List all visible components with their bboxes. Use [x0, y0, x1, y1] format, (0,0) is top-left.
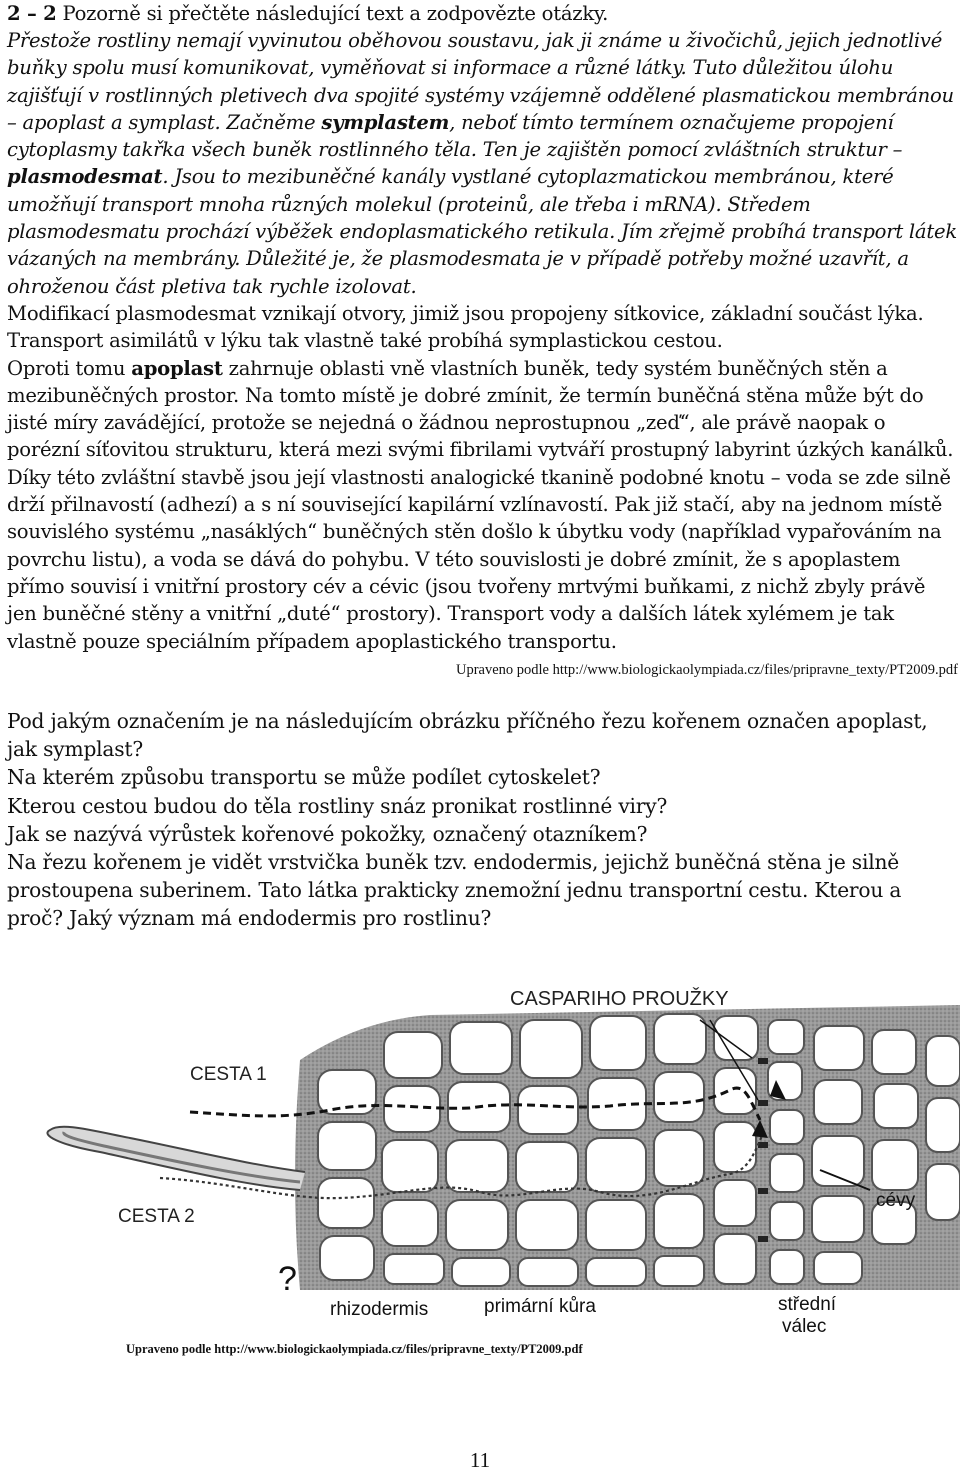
term-symplast: symplastem	[321, 110, 450, 134]
figure-source-citation: Upraveno podle http://www.biologickaolympiada.cz/files/pripravne_texty/PT2009.pdf	[126, 1342, 583, 1356]
label-cesta1: CESTA 1	[190, 1064, 267, 1085]
reading-text	[7, 27, 957, 655]
text-segment: Oproti tomu	[7, 356, 132, 380]
label-primarni-kura: primární kůra	[484, 1296, 596, 1317]
text-segment-apoplast: zahrnuje oblasti vně vlastních buněk, tedy systém buněčných stěn a mezibuněčných prostor. Na tomto místě je dobré zmínit, že termín buněčná stěna může být do jisté míry zavádějící, protože se nejedná o žádnou neprostupnou „zeď“, ale právě naopak o porézní síťovitou strukturu, která mezi svými fibrilami vytváří prostupný labyrint úzkých kanálků. Díky této zvláštní stavbě jsou její vlastnosti analogické tkanině podobné knotu – voda se zde silně drží přilnavostí (adhezí) a s ní související kapilární vzlínavostí. Pak již stačí, aby na jednom místě souvislého systému „nasáklých“ buněčných stěn došlo k úbytku vody (například vypařováním na povrchu listu), a voda se dává do pohybu. V této souvislosti je dobré zmínit, že s apoplastem přímo souvisí i vnitřní prostory cév a cévic (jsou tvořeny mrtvými buňkami, z nichž zbyly právě jen buněčné stěny a vnitřní „duté“ prostory). Transport vody a dalších látek xylémem je tak vlastně pouze speciálním případem apoplastického transportu.	[7, 356, 954, 653]
root-cross-section-figure	[0, 960, 960, 1360]
question-item: Jak se nazývá výrůstek kořenové pokožky, označený otazníkem?	[7, 821, 648, 846]
text-segment: . Jsou to mezibuněčné kanály vystlané cytoplazmatickou membránou, které umožňují transport mnoha různých molekul (proteinů, ale třeba i mRNA). Středem plasmodesmatu prochází výběžek endoplasmatického retikula. Jím zřejmě probíhá transport látek vázaných na membrány. Důležité je, že plasmodesmata je v případě potřeby možné uzavřít, a ohroženou část pletiva tak rychle izolovat.	[7, 165, 957, 298]
label-cesta2-box	[112, 1200, 202, 1227]
task-instruction: Pozorně si přečtěte následující text a zodpovězte otázky.	[62, 2, 609, 25]
term-apoplast: apoplast	[131, 356, 223, 380]
label-stredni: střední	[778, 1294, 837, 1315]
question-item: Na kterém způsobu transportu se může podílet cytoskelet?	[7, 765, 601, 790]
question-item: Pod jakým označením je na následujícím obrázku příčného řezu kořenem označen apoplast, jak symplast?	[7, 709, 928, 762]
label-caspari: CASPARIHO PROUŽKY	[510, 988, 729, 1010]
label-rhizodermis: rhizodermis	[330, 1299, 429, 1320]
term-plasmodesmat: plasmodesmat	[7, 165, 163, 189]
label-cesta1-box	[180, 1060, 270, 1086]
text-segment: , neboť tímto termínem označujeme propojení cytoplasmy takřka všech buněk rostlinného těla. Ten je zajištěn pomocí zvláštních struktur –	[7, 110, 903, 162]
question-item: Kterou cestou budou do těla rostliny snáz pronikat rostlinné viry?	[7, 793, 668, 818]
label-cesta2: CESTA 2	[118, 1206, 195, 1227]
label-question: ?	[278, 1260, 297, 1298]
task-number: 2 – 2	[7, 2, 57, 25]
source-citation: Upraveno podle http://www.biologickaolympiada.cz/files/pripravne_texty/PT2009.pdf	[455, 662, 958, 678]
label-cevy: cévy	[876, 1190, 916, 1211]
label-valec: válec	[782, 1316, 827, 1337]
text-segment-lyko: Modifikací plasmodesmat vznikají otvory, jimiž jsou propojeny sítkovice, základní součást lýka. Transport asimilátů v lýku tak vlastně také probíhá symplastickou cestou.	[7, 301, 924, 353]
question-item: Na řezu kořenem je vidět vrstvička buněk tzv. endodermis, jejichž buněčná stěna je silně prostoupena suberinem. Tato látka prakticky znemožní jednu transportní cestu. Kterou a proč? Jaký význam má endodermis pro rostlinu?	[7, 850, 902, 931]
root-hair	[47, 1127, 305, 1190]
question-list	[7, 707, 957, 933]
page-number: 11	[469, 1448, 491, 1472]
text-segment: Přestože rostliny nemají vyvinutou oběhovou soustavu, jak ji známe u živočichů, jejich jednotlivé buňky spolu musí komunikovat, vyměňovat si informace a různé látky. Tuto důležitou úlohu zajišťují v rostlinných pletivech dva spojité systémy vzájemně oddělené plasmatickou membránou – apoplast a symplast. Začněme	[7, 29, 954, 134]
task-heading	[7, 0, 957, 27]
